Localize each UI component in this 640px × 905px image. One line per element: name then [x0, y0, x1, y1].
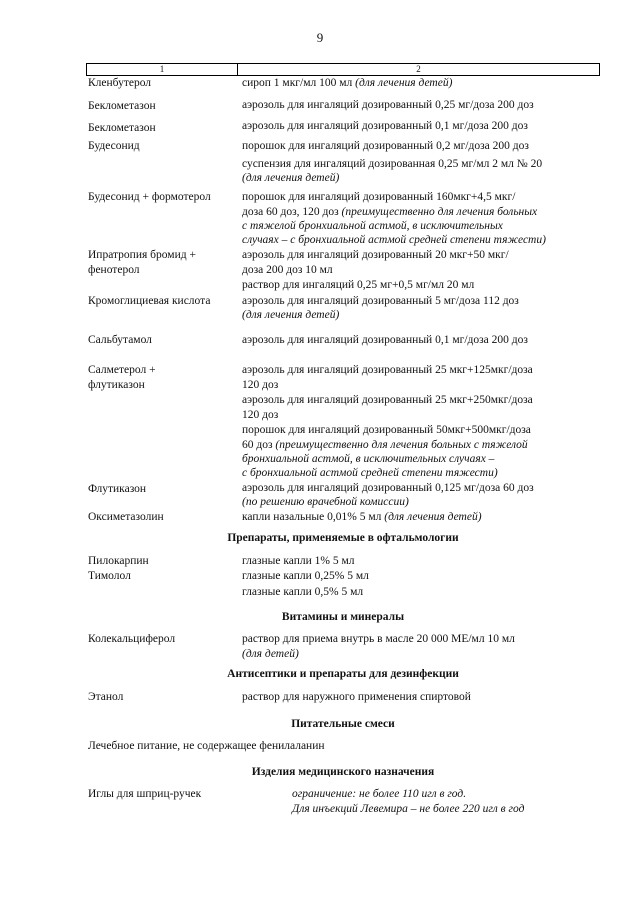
drug-note: бронхиальной астмой, в исключительных случаях –	[242, 453, 495, 465]
drug-note: (для лечения детей)	[242, 172, 340, 184]
drug-form: раствор для наружного применения спиртовой	[242, 691, 471, 703]
drug-form: глазные капли 1% 5 мл	[242, 555, 355, 567]
drug-form: раствор для приема внутрь в масле 20 000 МЕ/мл 10 мл	[242, 633, 515, 645]
table-header-col2: 2	[238, 64, 600, 75]
drug-name: Сальбутамол	[88, 334, 152, 346]
section-heading-antiseptics: Антисептики и препараты для дезинфекции	[227, 668, 459, 680]
drug-name: Кромоглициевая кислота	[88, 295, 211, 307]
drug-form: порошок для ингаляций дозированный 50мкг+500мкг/доза	[242, 424, 531, 436]
drug-form: доза 60 доз, 120 доз (преимущественно для лечения больных	[242, 206, 538, 218]
drug-name: флутиказон	[88, 379, 145, 391]
drug-name: Беклометазон	[88, 100, 156, 112]
drug-form: сироп 1 мкг/мл 100 мл (для лечения детей)	[242, 77, 453, 89]
drug-form: доза 200 доз 10 мл	[242, 264, 333, 276]
drug-note: (преимущественно для лечения больных	[341, 206, 538, 218]
drug-name: Тимолол	[88, 570, 131, 582]
drug-note: с тяжелой бронхиальной астмой, в исключительных	[242, 220, 503, 232]
drug-form: раствор для ингаляций 0,25 мг+0,5 мг/мл 20 мл	[242, 279, 475, 291]
drug-form: 60 доз (преимущественно для лечения больных с тяжелой	[242, 439, 528, 451]
drug-name: Колекальциферол	[88, 633, 176, 645]
limit-note: ограничение: не более 110 игл в год.	[292, 788, 467, 800]
nutrition-text: Лечебное питание, не содержащее фенилаланин	[88, 740, 325, 752]
drug-note: (преимущественно для лечения больных с тяжелой	[275, 439, 528, 451]
drug-name: Беклометазон	[88, 122, 156, 134]
drug-name: Этанол	[88, 691, 124, 703]
drug-form: порошок для ингаляций дозированный 0,2 мг/доза 200 доз	[242, 140, 529, 152]
drug-form: аэрозоль для ингаляций дозированный 25 мкг+125мкг/доза	[242, 364, 533, 376]
drug-name: Салметерол +	[88, 364, 156, 376]
drug-form: суспензия для ингаляций дозированная 0,25 мг/мл 2 мл № 20	[242, 158, 543, 170]
drug-name: Флутиказон	[88, 483, 147, 495]
drug-note: (для лечения детей)	[355, 77, 453, 89]
table-header-row	[86, 63, 600, 76]
drug-form: аэрозоль для ингаляций дозированный 0,1 мг/доза 200 доз	[242, 334, 528, 346]
page-number: 9	[316, 30, 324, 45]
drug-name: Пилокарпин	[88, 555, 149, 567]
drug-note: (по решению врачебной комиссии)	[242, 496, 409, 508]
drug-form: аэрозоль для ингаляций дозированный 0,1 мг/доза 200 доз	[242, 120, 528, 132]
drug-form: порошок для ингаляций дозированный 160мкг+4,5 мкг/	[242, 191, 516, 203]
drug-form: капли назальные 0,01% 5 мл (для лечения детей)	[242, 511, 482, 523]
drug-note: (для лечения детей)	[242, 309, 340, 321]
section-heading-ophthalmology: Препараты, применяемые в офтальмологии	[227, 532, 459, 544]
drug-name: Иглы для шприц-ручек	[88, 788, 202, 800]
drug-name: Будесонид	[88, 140, 140, 152]
drug-form: аэрозоль для ингаляций дозированный 0,125 мг/доза 60 доз	[242, 482, 534, 494]
table-header-col1: 1	[86, 64, 238, 75]
section-heading-medical-products: Изделия медицинского назначения	[251, 766, 435, 778]
section-heading-nutrition: Питательные смеси	[291, 718, 395, 730]
drug-form: 120 доз	[242, 379, 279, 391]
drug-name: Кленбутерол	[88, 77, 152, 89]
drug-name: Будесонид + формотерол	[88, 191, 211, 203]
drug-form: глазные капли 0,25% 5 мл	[242, 570, 369, 582]
drug-form: аэрозоль для ингаляций дозированный 20 мкг+50 мкг/	[242, 249, 509, 261]
drug-form: глазные капли 0,5% 5 мл	[242, 586, 364, 598]
section-heading-vitamins: Витамины и минералы	[281, 611, 405, 623]
drug-name: Ипратропия бромид +	[88, 249, 196, 261]
drug-name: фенотерол	[88, 264, 140, 276]
drug-note: с бронхиальной астмой средней степени тяжести)	[242, 467, 498, 479]
drug-form: 120 доз	[242, 409, 279, 421]
drug-form: аэрозоль для ингаляций дозированный 25 мкг+250мкг/доза	[242, 394, 533, 406]
drug-note: случаях – с бронхиальной астмой средней степени тяжести)	[242, 234, 546, 246]
drug-name: Оксиметазолин	[88, 511, 164, 523]
drug-form: аэрозоль для ингаляций дозированный 0,25 мг/доза 200 доз	[242, 99, 534, 111]
drug-form: аэрозоль для ингаляций дозированный 5 мг/доза 112 доз	[242, 295, 519, 307]
drug-note: (для лечения детей)	[384, 511, 482, 523]
limit-note: Для инъекций Левемира – не более 220 игл в год	[292, 803, 525, 815]
drug-note: (для детей)	[242, 648, 299, 660]
